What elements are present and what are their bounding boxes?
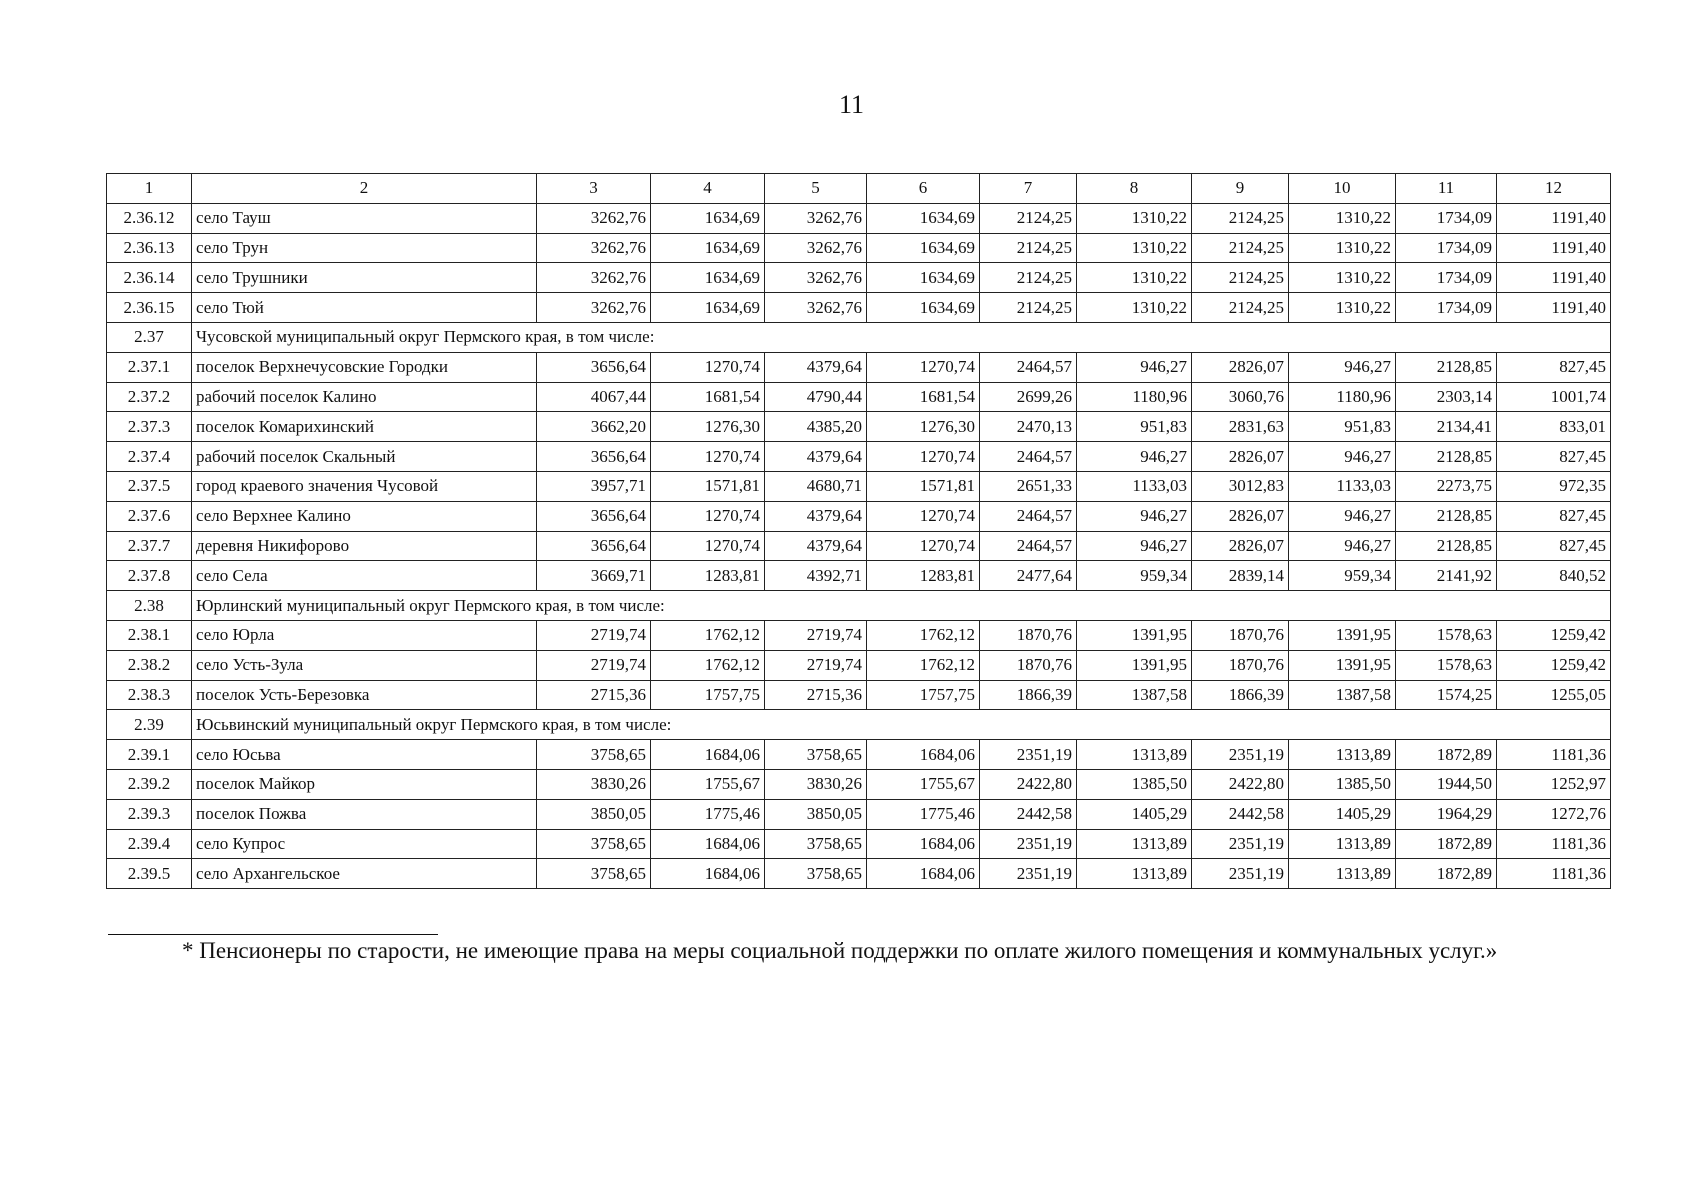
row-code: 2.37.7	[107, 531, 192, 561]
group-row	[107, 710, 1611, 740]
settlement-name: село Тауш	[192, 203, 537, 233]
value-cell: 1571,81	[867, 471, 980, 501]
table-row	[107, 680, 1611, 710]
settlement-name: село Верхнее Калино	[192, 501, 537, 531]
value-cell: 1755,67	[651, 769, 765, 799]
value-cell: 2826,07	[1192, 352, 1289, 382]
value-cell: 1310,22	[1289, 233, 1396, 263]
value-cell: 1181,36	[1497, 859, 1611, 889]
value-cell: 3758,65	[537, 859, 651, 889]
value-cell: 3262,76	[537, 293, 651, 323]
value-cell: 2124,25	[1192, 233, 1289, 263]
value-cell: 3669,71	[537, 561, 651, 591]
value-cell: 2715,36	[537, 680, 651, 710]
settlement-name: село Тюй	[192, 293, 537, 323]
value-cell: 827,45	[1497, 352, 1611, 382]
row-code: 2.37.2	[107, 382, 192, 412]
value-cell: 2124,25	[1192, 263, 1289, 293]
value-cell: 1964,29	[1396, 799, 1497, 829]
column-header: 10	[1289, 174, 1396, 204]
value-cell: 1270,74	[867, 501, 980, 531]
value-cell: 4385,20	[765, 412, 867, 442]
value-cell: 1684,06	[651, 740, 765, 770]
value-cell: 1180,96	[1077, 382, 1192, 412]
value-cell: 1391,95	[1077, 620, 1192, 650]
table-row	[107, 650, 1611, 680]
value-cell: 4379,64	[765, 501, 867, 531]
value-cell: 1762,12	[867, 620, 980, 650]
value-cell: 3656,64	[537, 442, 651, 472]
settlement-name: село Купрос	[192, 829, 537, 859]
value-cell: 2128,85	[1396, 442, 1497, 472]
value-cell: 1181,36	[1497, 829, 1611, 859]
value-cell: 1310,22	[1077, 293, 1192, 323]
value-cell: 2124,25	[1192, 293, 1289, 323]
value-cell: 2124,25	[980, 233, 1077, 263]
value-cell: 3262,76	[765, 203, 867, 233]
value-cell: 1255,05	[1497, 680, 1611, 710]
table-row	[107, 859, 1611, 889]
row-code: 2.37.4	[107, 442, 192, 472]
table-row	[107, 471, 1611, 501]
value-cell: 2826,07	[1192, 442, 1289, 472]
value-cell: 1634,69	[867, 263, 980, 293]
value-cell: 827,45	[1497, 442, 1611, 472]
tariff-table	[106, 173, 1611, 889]
row-code: 2.38.3	[107, 680, 192, 710]
column-header: 5	[765, 174, 867, 204]
value-cell: 959,34	[1289, 561, 1396, 591]
value-cell: 1391,95	[1077, 650, 1192, 680]
column-header: 3	[537, 174, 651, 204]
value-cell: 2464,57	[980, 352, 1077, 382]
value-cell: 1870,76	[1192, 650, 1289, 680]
value-cell: 1634,69	[867, 293, 980, 323]
value-cell: 2422,80	[1192, 769, 1289, 799]
footnote-separator	[108, 934, 438, 935]
value-cell: 1272,76	[1497, 799, 1611, 829]
value-cell: 1634,69	[867, 203, 980, 233]
value-cell: 1270,74	[867, 442, 980, 472]
value-cell: 4680,71	[765, 471, 867, 501]
value-cell: 3758,65	[537, 829, 651, 859]
value-cell: 946,27	[1077, 442, 1192, 472]
value-cell: 2831,63	[1192, 412, 1289, 442]
settlement-name: село Села	[192, 561, 537, 591]
value-cell: 946,27	[1289, 442, 1396, 472]
value-cell: 1762,12	[867, 650, 980, 680]
value-cell: 946,27	[1077, 501, 1192, 531]
row-code: 2.39.1	[107, 740, 192, 770]
value-cell: 946,27	[1289, 531, 1396, 561]
value-cell: 2464,57	[980, 442, 1077, 472]
value-cell: 2351,19	[1192, 829, 1289, 859]
value-cell: 3830,26	[765, 769, 867, 799]
value-cell: 1681,54	[651, 382, 765, 412]
column-header: 1	[107, 174, 192, 204]
value-cell: 1180,96	[1289, 382, 1396, 412]
value-cell: 1734,09	[1396, 263, 1497, 293]
value-cell: 1313,89	[1077, 740, 1192, 770]
value-cell: 1313,89	[1289, 740, 1396, 770]
table-row	[107, 412, 1611, 442]
value-cell: 946,27	[1289, 501, 1396, 531]
value-cell: 1310,22	[1077, 263, 1192, 293]
value-cell: 4379,64	[765, 531, 867, 561]
table-row	[107, 740, 1611, 770]
value-cell: 1310,22	[1289, 293, 1396, 323]
value-cell: 2839,14	[1192, 561, 1289, 591]
value-cell: 1385,50	[1289, 769, 1396, 799]
footnote: * Пенсионеры по старости, не имеющие права на меры социальной поддержки по оплате жилого помещения и коммунальных услуг.»	[182, 938, 1498, 963]
value-cell: 1283,81	[867, 561, 980, 591]
settlement-name: село Архангельское	[192, 859, 537, 889]
value-cell: 1872,89	[1396, 829, 1497, 859]
value-cell: 1684,06	[867, 859, 980, 889]
value-cell: 2351,19	[980, 859, 1077, 889]
value-cell: 1944,50	[1396, 769, 1497, 799]
value-cell: 1684,06	[651, 859, 765, 889]
value-cell: 1870,76	[980, 650, 1077, 680]
value-cell: 2141,92	[1396, 561, 1497, 591]
value-cell: 2470,13	[980, 412, 1077, 442]
row-code: 2.39.4	[107, 829, 192, 859]
value-cell: 1872,89	[1396, 740, 1497, 770]
value-cell: 1385,50	[1077, 769, 1192, 799]
value-cell: 2128,85	[1396, 531, 1497, 561]
value-cell: 2303,14	[1396, 382, 1497, 412]
value-cell: 951,83	[1077, 412, 1192, 442]
value-cell: 2124,25	[1192, 203, 1289, 233]
value-cell: 4379,64	[765, 442, 867, 472]
group-title: Юрлинский муниципальный округ Пермского края, в том числе:	[192, 591, 1611, 621]
value-cell: 1313,89	[1077, 859, 1192, 889]
settlement-name: село Юрла	[192, 620, 537, 650]
value-cell: 2128,85	[1396, 352, 1497, 382]
value-cell: 1001,74	[1497, 382, 1611, 412]
table-row	[107, 352, 1611, 382]
settlement-name: село Трушники	[192, 263, 537, 293]
table-row	[107, 799, 1611, 829]
value-cell: 3830,26	[537, 769, 651, 799]
value-cell: 2719,74	[537, 650, 651, 680]
group-row	[107, 322, 1611, 352]
value-cell: 1191,40	[1497, 233, 1611, 263]
value-cell: 3262,76	[537, 233, 651, 263]
column-header: 2	[192, 174, 537, 204]
table-header-row	[107, 174, 1611, 204]
value-cell: 827,45	[1497, 501, 1611, 531]
value-cell: 1684,06	[651, 829, 765, 859]
value-cell: 4392,71	[765, 561, 867, 591]
table-body	[107, 203, 1611, 888]
table-row	[107, 233, 1611, 263]
value-cell: 1734,09	[1396, 293, 1497, 323]
value-cell: 1684,06	[867, 829, 980, 859]
value-cell: 1870,76	[1192, 620, 1289, 650]
value-cell: 3262,76	[765, 263, 867, 293]
table-row	[107, 442, 1611, 472]
value-cell: 2715,36	[765, 680, 867, 710]
value-cell: 2464,57	[980, 531, 1077, 561]
value-cell: 1391,95	[1289, 620, 1396, 650]
row-code: 2.36.15	[107, 293, 192, 323]
table-row	[107, 829, 1611, 859]
value-cell: 951,83	[1289, 412, 1396, 442]
value-cell: 1634,69	[651, 263, 765, 293]
value-cell: 3656,64	[537, 531, 651, 561]
value-cell: 1734,09	[1396, 233, 1497, 263]
value-cell: 946,27	[1077, 352, 1192, 382]
value-cell: 1870,76	[980, 620, 1077, 650]
value-cell: 1634,69	[651, 203, 765, 233]
value-cell: 959,34	[1077, 561, 1192, 591]
value-cell: 1283,81	[651, 561, 765, 591]
column-header: 9	[1192, 174, 1289, 204]
column-header: 7	[980, 174, 1077, 204]
value-cell: 1634,69	[651, 233, 765, 263]
group-title: Юсьвинский муниципальный округ Пермского края, в том числе:	[192, 710, 1611, 740]
value-cell: 3758,65	[765, 859, 867, 889]
value-cell: 1270,74	[867, 352, 980, 382]
table-row	[107, 293, 1611, 323]
value-cell: 2719,74	[537, 620, 651, 650]
value-cell: 2351,19	[1192, 740, 1289, 770]
value-cell: 3262,76	[765, 293, 867, 323]
value-cell: 2128,85	[1396, 501, 1497, 531]
value-cell: 1762,12	[651, 620, 765, 650]
value-cell: 3262,76	[537, 203, 651, 233]
value-cell: 1387,58	[1289, 680, 1396, 710]
value-cell: 3850,05	[765, 799, 867, 829]
value-cell: 2422,80	[980, 769, 1077, 799]
row-code: 2.37.3	[107, 412, 192, 442]
value-cell: 1681,54	[867, 382, 980, 412]
value-cell: 2442,58	[980, 799, 1077, 829]
value-cell: 3758,65	[537, 740, 651, 770]
table-row	[107, 203, 1611, 233]
table-row	[107, 561, 1611, 591]
value-cell: 1133,03	[1289, 471, 1396, 501]
settlement-name: рабочий поселок Калино	[192, 382, 537, 412]
value-cell: 2351,19	[1192, 859, 1289, 889]
value-cell: 1270,74	[867, 531, 980, 561]
value-cell: 1387,58	[1077, 680, 1192, 710]
row-code: 2.37.1	[107, 352, 192, 382]
value-cell: 2273,75	[1396, 471, 1497, 501]
value-cell: 2477,64	[980, 561, 1077, 591]
settlement-name: поселок Верхнечусовские Городки	[192, 352, 537, 382]
value-cell: 840,52	[1497, 561, 1611, 591]
value-cell: 4790,44	[765, 382, 867, 412]
column-header: 12	[1497, 174, 1611, 204]
value-cell: 2699,26	[980, 382, 1077, 412]
row-code: 2.38	[107, 591, 192, 621]
value-cell: 1259,42	[1497, 650, 1611, 680]
value-cell: 1578,63	[1396, 650, 1497, 680]
table-row	[107, 620, 1611, 650]
value-cell: 1391,95	[1289, 650, 1396, 680]
value-cell: 1313,89	[1077, 829, 1192, 859]
value-cell: 1866,39	[980, 680, 1077, 710]
value-cell: 1775,46	[651, 799, 765, 829]
table-row	[107, 531, 1611, 561]
row-code: 2.37.6	[107, 501, 192, 531]
value-cell: 1276,30	[867, 412, 980, 442]
value-cell: 1191,40	[1497, 203, 1611, 233]
page-number: 11	[838, 90, 865, 119]
row-code: 2.37.8	[107, 561, 192, 591]
value-cell: 4067,44	[537, 382, 651, 412]
value-cell: 1252,97	[1497, 769, 1611, 799]
value-cell: 1313,89	[1289, 859, 1396, 889]
value-cell: 1181,36	[1497, 740, 1611, 770]
row-code: 2.36.12	[107, 203, 192, 233]
value-cell: 3850,05	[537, 799, 651, 829]
value-cell: 3758,65	[765, 740, 867, 770]
value-cell: 3012,83	[1192, 471, 1289, 501]
value-cell: 1310,22	[1077, 233, 1192, 263]
value-cell: 2442,58	[1192, 799, 1289, 829]
value-cell: 2826,07	[1192, 501, 1289, 531]
value-cell: 1259,42	[1497, 620, 1611, 650]
value-cell: 827,45	[1497, 531, 1611, 561]
value-cell: 2124,25	[980, 203, 1077, 233]
row-code: 2.38.2	[107, 650, 192, 680]
value-cell: 1574,25	[1396, 680, 1497, 710]
value-cell: 2826,07	[1192, 531, 1289, 561]
table-row	[107, 382, 1611, 412]
value-cell: 1270,74	[651, 352, 765, 382]
value-cell: 1191,40	[1497, 263, 1611, 293]
value-cell: 1571,81	[651, 471, 765, 501]
value-cell: 833,01	[1497, 412, 1611, 442]
value-cell: 946,27	[1289, 352, 1396, 382]
value-cell: 1270,74	[651, 501, 765, 531]
settlement-name: рабочий поселок Скальный	[192, 442, 537, 472]
value-cell: 2351,19	[980, 829, 1077, 859]
value-cell: 2134,41	[1396, 412, 1497, 442]
value-cell: 2651,33	[980, 471, 1077, 501]
value-cell: 1270,74	[651, 531, 765, 561]
column-header: 8	[1077, 174, 1192, 204]
row-code: 2.39	[107, 710, 192, 740]
table-row	[107, 263, 1611, 293]
value-cell: 1734,09	[1396, 203, 1497, 233]
row-code: 2.36.14	[107, 263, 192, 293]
value-cell: 2719,74	[765, 620, 867, 650]
value-cell: 1310,22	[1077, 203, 1192, 233]
table-row	[107, 769, 1611, 799]
value-cell: 1310,22	[1289, 263, 1396, 293]
group-row	[107, 591, 1611, 621]
value-cell: 1634,69	[651, 293, 765, 323]
value-cell: 1775,46	[867, 799, 980, 829]
value-cell: 3662,20	[537, 412, 651, 442]
settlement-name: поселок Пожва	[192, 799, 537, 829]
table-row	[107, 501, 1611, 531]
value-cell: 972,35	[1497, 471, 1611, 501]
row-code: 2.39.2	[107, 769, 192, 799]
settlement-name: поселок Усть-Березовка	[192, 680, 537, 710]
value-cell: 2351,19	[980, 740, 1077, 770]
value-cell: 1634,69	[867, 233, 980, 263]
value-cell: 1755,67	[867, 769, 980, 799]
row-code: 2.37	[107, 322, 192, 352]
value-cell: 1684,06	[867, 740, 980, 770]
settlement-name: село Трун	[192, 233, 537, 263]
settlement-name: деревня Никифорово	[192, 531, 537, 561]
value-cell: 1313,89	[1289, 829, 1396, 859]
value-cell: 4379,64	[765, 352, 867, 382]
row-code: 2.39.5	[107, 859, 192, 889]
column-header: 11	[1396, 174, 1497, 204]
value-cell: 2124,25	[980, 293, 1077, 323]
value-cell: 2464,57	[980, 501, 1077, 531]
settlement-name: село Усть-Зула	[192, 650, 537, 680]
value-cell: 3262,76	[537, 263, 651, 293]
value-cell: 1872,89	[1396, 859, 1497, 889]
value-cell: 3758,65	[765, 829, 867, 859]
value-cell: 1405,29	[1289, 799, 1396, 829]
settlement-name: село Юсьва	[192, 740, 537, 770]
value-cell: 1757,75	[867, 680, 980, 710]
value-cell: 2719,74	[765, 650, 867, 680]
value-cell: 1133,03	[1077, 471, 1192, 501]
value-cell: 1866,39	[1192, 680, 1289, 710]
value-cell: 3656,64	[537, 352, 651, 382]
row-code: 2.37.5	[107, 471, 192, 501]
value-cell: 1757,75	[651, 680, 765, 710]
column-header: 6	[867, 174, 980, 204]
column-header: 4	[651, 174, 765, 204]
row-code: 2.38.1	[107, 620, 192, 650]
value-cell: 3060,76	[1192, 382, 1289, 412]
row-code: 2.36.13	[107, 233, 192, 263]
value-cell: 1276,30	[651, 412, 765, 442]
settlement-name: город краевого значения Чусовой	[192, 471, 537, 501]
value-cell: 1270,74	[651, 442, 765, 472]
value-cell: 2124,25	[980, 263, 1077, 293]
value-cell: 1310,22	[1289, 203, 1396, 233]
value-cell: 3957,71	[537, 471, 651, 501]
settlement-name: поселок Майкор	[192, 769, 537, 799]
value-cell: 1762,12	[651, 650, 765, 680]
value-cell: 1405,29	[1077, 799, 1192, 829]
value-cell: 1191,40	[1497, 293, 1611, 323]
row-code: 2.39.3	[107, 799, 192, 829]
value-cell: 3262,76	[765, 233, 867, 263]
value-cell: 3656,64	[537, 501, 651, 531]
value-cell: 946,27	[1077, 531, 1192, 561]
value-cell: 1578,63	[1396, 620, 1497, 650]
group-title: Чусовской муниципальный округ Пермского края, в том числе:	[192, 322, 1611, 352]
settlement-name: поселок Комарихинский	[192, 412, 537, 442]
